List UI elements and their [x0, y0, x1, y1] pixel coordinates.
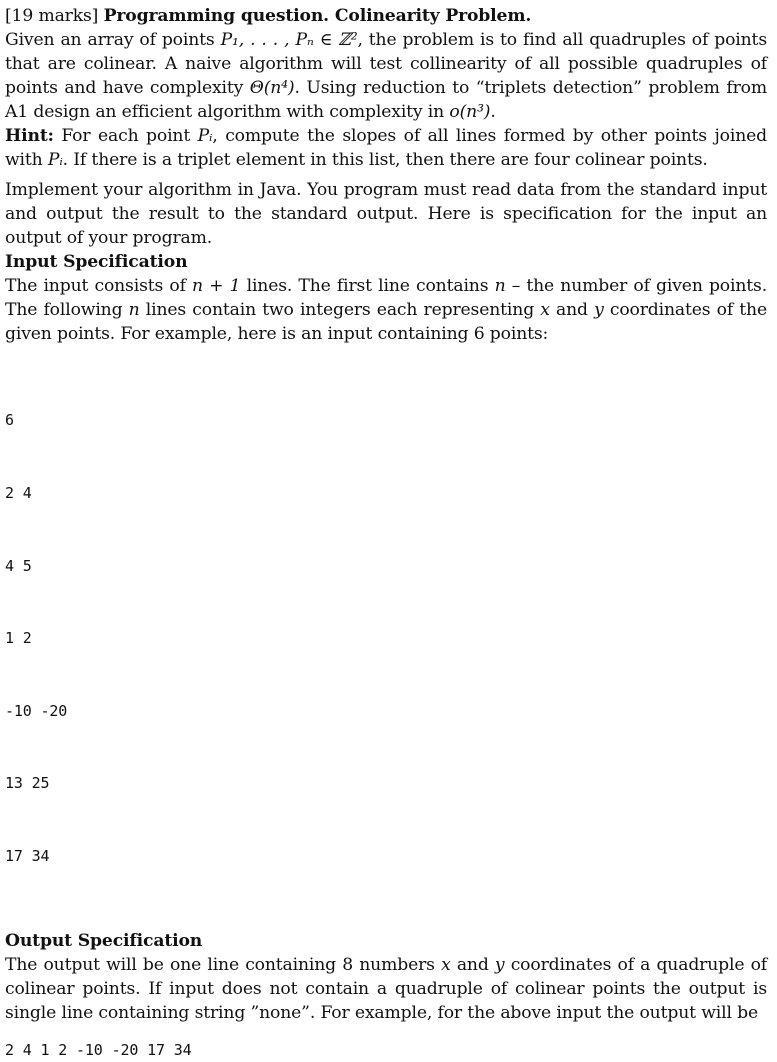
hint-point: Pᵢ [197, 126, 213, 146]
n-variable: n [494, 276, 506, 296]
n-variable-2: n [128, 300, 140, 320]
input-example-line: 6 [5, 411, 14, 430]
hint-point-2: Pᵢ [47, 150, 63, 170]
output-x-variable: x [441, 954, 451, 975]
intro-text-end: . [490, 102, 496, 122]
output-text-post: coordinates of a quadruple of colinear points. If input does not contain a quadruple of colinear points the output is single line containing string ”none”. For example, for the above input the output will be [5, 954, 768, 1023]
hint-text-mid: , compute the slopes of all lines formed by other points joined with [5, 126, 767, 170]
input-spec-text [5, 274, 767, 346]
input-text-start: The input consists of [5, 276, 193, 296]
intro-text-start: Given an array of points [5, 30, 221, 50]
output-spec-text [5, 953, 767, 1025]
hint-label: Hint: [5, 126, 54, 146]
question-intro [5, 4, 767, 172]
x-variable: x [540, 300, 550, 320]
output-y-variable: y [494, 954, 505, 975]
output-example-code: 2 4 1 2 -10 -20 17 34 [5, 1040, 192, 1059]
input-example-line: -10 -20 [5, 701, 68, 720]
points-expression: P₁, . . . , Pₙ ∈ ℤ² [220, 30, 358, 50]
input-example-line: 4 5 [5, 556, 32, 575]
intro-text-mid: , the problem is to find all quadruples of points that are colinear. A naive algorithm will test collinearity of all possible quadruples of points and have complexity [5, 30, 767, 98]
input-example-line: 2 4 [5, 484, 32, 502]
input-example-code [5, 360, 767, 917]
input-text-mid-3: lines contain two integers each representing [139, 300, 541, 320]
input-text-mid-1: lines. The first line contains [240, 276, 495, 296]
input-text-mid-4: and [549, 300, 595, 320]
assignment-page [5, 4, 767, 1062]
marks-label: [19 marks] [5, 6, 99, 26]
output-text-mid: and [450, 954, 495, 975]
question-title: Programming question. Colinearity Problem. [103, 6, 532, 26]
input-text-mid-2: – the number of given points. The following [5, 276, 768, 320]
output-spec-heading: Output Specification [5, 930, 203, 951]
hint-text-start: For each point [53, 126, 198, 146]
implementation-text: Implement your algorithm in Java. You program must read data from the standard input and output the result to the standard output. Here is specification for the input an output of your program. [5, 180, 767, 248]
input-text-post: coordinates of the given points. For example, here is an input containing 6 points: [5, 300, 767, 344]
naive-complexity: Θ(n⁴) [249, 78, 295, 98]
input-example-line: 1 2 [5, 629, 32, 648]
hint-text-post: . If there is a triplet element in this list, then there are four colinear points. [62, 150, 708, 170]
input-example-line: 13 25 [5, 774, 50, 793]
target-complexity: o(n³) [449, 102, 491, 122]
input-spec-heading: Input Specification [5, 252, 188, 272]
output-text-start: The output will be one line containing 8 numbers [5, 954, 442, 975]
lines-expression: n + 1 [192, 276, 241, 296]
input-example-line: 17 34 [5, 846, 50, 865]
intro-text-post: . Using reduction to “triplets detection” problem from A1 design an efficient algorithm with complexity in [5, 78, 767, 122]
y-variable: y [594, 300, 604, 320]
